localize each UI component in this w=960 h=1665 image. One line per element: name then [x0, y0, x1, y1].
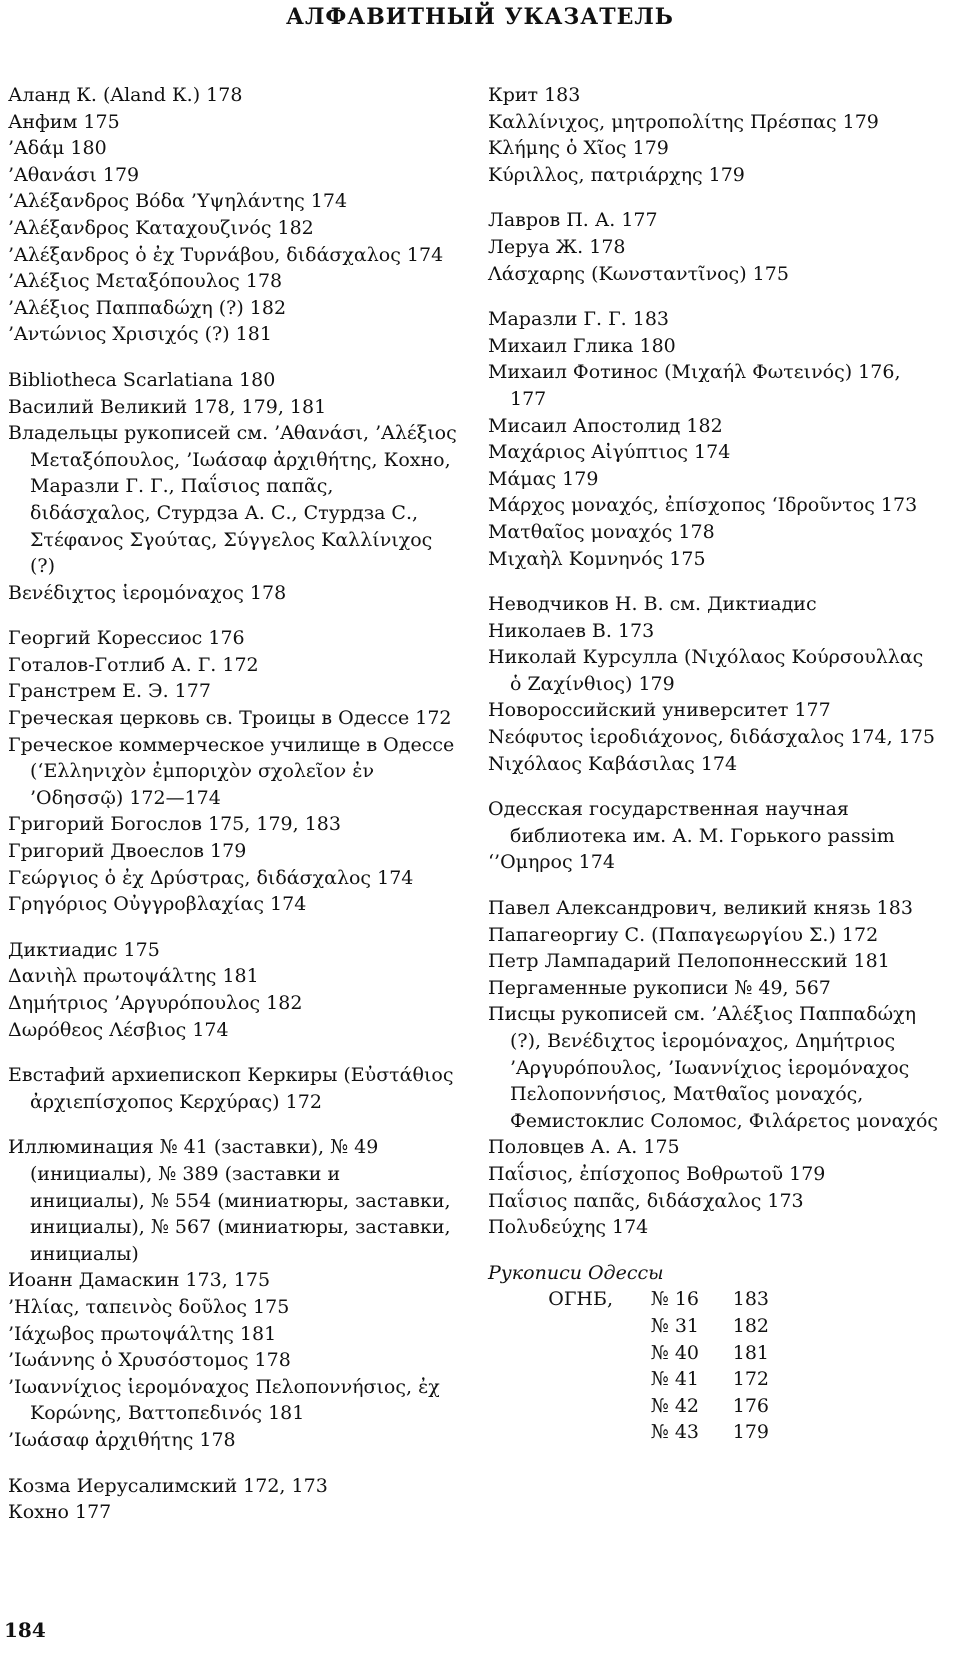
index-entry: Μάμας 179	[488, 467, 599, 490]
manuscript-number: № 40	[650, 1341, 699, 1364]
manuscript-number: № 41	[650, 1368, 699, 1391]
index-group	[8, 1134, 460, 1453]
index-entry: Маразли Г. Г. 183	[488, 308, 669, 331]
index-entry: Георгий Корессиос 176	[8, 627, 245, 650]
index-entry: Василий Великий 178, 179, 181	[8, 395, 327, 418]
index-entry: Крит 183	[488, 84, 581, 106]
index-entry: ’Ιωάννης ὁ Χρυσόστομος 178	[8, 1349, 291, 1372]
index-entry: Греческое коммерческое училище в Одессе (‘Ελληνιχὸν ἐμποριχὸν σχολεῖον ἐν ’Οδησσῷ) 172—174	[8, 733, 455, 809]
manuscripts-heading: Рукописи Одессы	[488, 1261, 664, 1284]
index-entry: Иллюминация № 41 (заставки), № 49 (инициалы), № 389 (заставки и инициалы), № 554 (миниатюры, заставки, инициалы), № 567 (миниатюры, заставки, инициалы)	[8, 1136, 451, 1265]
index-entry: Δανιὴλ πρωτοψάλτης 181	[8, 965, 259, 988]
manuscript-collection	[488, 1366, 613, 1393]
index-entry: Πολυδεύχης 174	[488, 1216, 649, 1239]
index-entry: Δημήτριος ’Αργυρόπουλος 182	[8, 992, 303, 1014]
index-group	[8, 367, 460, 606]
index-entry: Βενέδιχτος ἱερομόναχος 178	[8, 581, 287, 604]
index-entry: ’Αλέξιος Παππαδώχη (?) 182	[8, 296, 287, 319]
manuscript-number: № 16	[650, 1288, 699, 1311]
index-entry: ‘’Ομηρος 174	[488, 851, 615, 874]
index-entry: Ματθαῖος μοναχός 178	[488, 520, 715, 543]
index-entry: Μιχαὴλ Κομνηνός 175	[488, 547, 706, 570]
manuscript-row	[488, 1313, 940, 1340]
index-entry: Аланд К. (Aland К.) 178	[8, 84, 243, 106]
manuscript-collection	[488, 1313, 613, 1340]
index-entry: Гранстрем Е. Э. 177	[8, 680, 211, 703]
index-entry: ’Αλέξανδρος Καταχουζινός 182	[8, 216, 314, 239]
index-entry: ’Ιωαννίχιος ἱερομόναχος Πελοποννήσιος, ἐχ Κορώνης, Βαττοπεδινός 181	[8, 1375, 440, 1425]
index-entry: Γρηγόριος Οὐγγροβλαχίας 174	[8, 893, 307, 916]
index-group	[8, 937, 460, 1043]
index-entry: Михаил Глика 180	[488, 334, 676, 357]
index-entry: Δωρόθεος Λέσβιος 174	[8, 1018, 229, 1041]
index-entry: Владельцы рукописей см. ’Αθανάσι, ’Αλέξιος Μεταξόπουλος, ’Ιωάσαφ ἀρχιθήτης, Кохно, Маразли Г. Г., Παΐσιος παπᾶς, διδάσχαλος, Стурдза А. С., Стурдза С., Στέφανος Σγούτας, Σύγγελος Καλλίνιχος (?)	[8, 422, 457, 578]
index-entry: ’Ηλίας, ταπεινὸς δοῦλος 175	[8, 1295, 290, 1318]
manuscript-collection	[488, 1393, 613, 1420]
manuscript-row	[488, 1419, 940, 1446]
index-entry: Григорий Двоеслов 179	[8, 840, 247, 863]
manuscript-page: 182	[732, 1314, 769, 1337]
index-entry: Γεώργιος ὁ ἐχ Δρύστρας, διδάσχαλος 174	[8, 866, 414, 889]
index-entry: Лавров П. А. 177	[488, 209, 658, 232]
index-group	[8, 1473, 460, 1526]
index-entry: Писцы рукописей см. ’Αλέξιος Παππαδώχη (?), Βενέδιχτος ἱερομόναχος, Δημήτριος ’Αργυρόπουλος, ’Ιωαννίχιος ἱερομόναχος Πελοποννήσιος, Ματθαῖος μοναχός, Фемистоклис Соломос, Φιλάρετος μοναχός	[488, 1003, 939, 1132]
index-entry: Петр Лампадарий Пелопоннесский 181	[488, 950, 890, 973]
index-entry: Греческая церковь св. Троицы в Одессе 172	[8, 707, 452, 730]
index-entry: Павел Александрович, великий князь 183	[488, 897, 913, 920]
index-entry: ’Αλέξιος Μεταξόπουλος 178	[8, 270, 283, 293]
page-number: 184	[4, 1618, 46, 1642]
index-entry: Леруа Ж. 178	[488, 235, 626, 258]
index-group	[488, 895, 940, 1241]
index-entry: Николаев В. 173	[488, 619, 655, 642]
index-entry: Кохно 177	[8, 1501, 112, 1524]
manuscript-page: 176	[732, 1394, 769, 1417]
index-entry: Παΐσιος παπᾶς, διδάσχαλος 173	[488, 1189, 804, 1212]
index-right-column	[488, 82, 940, 1446]
manuscript-row	[488, 1393, 940, 1420]
manuscript-row	[488, 1340, 940, 1367]
index-entry: Мисаил Апостолид 182	[488, 414, 723, 437]
index-entry: Λάσχαρης (Κωνσταντῖνος) 175	[488, 262, 789, 285]
index-entry: Козма Иерусалимский 172, 173	[8, 1474, 328, 1497]
index-group	[488, 591, 940, 777]
index-entry: Готалов-Готлиб А. Г. 172	[8, 653, 259, 676]
manuscript-number: № 42	[650, 1394, 699, 1417]
index-entry: Неводчиков Н. В. см. Диктиадис	[488, 593, 817, 616]
index-entry: Κύριλλος, πατριάρχης 179	[488, 163, 745, 186]
index-entry: Пергаменные рукописи № 49, 567	[488, 976, 831, 999]
index-group	[488, 82, 940, 188]
index-entry: Μάρχος μοναχός, ἐπίσχοπος ‘Ιδροῦντος 173	[488, 494, 918, 517]
index-entry: Евстафий архиепископ Керкиры (Εὐστάθιος ἀρχιεπίσχοπος Κερχύρας) 172	[8, 1064, 454, 1113]
index-group	[8, 625, 460, 918]
manuscripts-table	[488, 1286, 940, 1446]
manuscript-number: № 31	[650, 1314, 699, 1337]
index-entry: Νιχόλαος Καβάσιλας 174	[488, 752, 738, 775]
index-entry: ’Αλέξανδρος Βόδα ’Υψηλάντης 174	[8, 190, 348, 213]
index-entry: Анфим 175	[8, 110, 120, 133]
manuscript-row	[488, 1286, 940, 1313]
index-entry: Половцев А. А. 175	[488, 1136, 680, 1159]
index-entry: Καλλίνιχος, μητροπολίτης Πρέσπας 179	[488, 110, 879, 133]
manuscript-number: № 43	[650, 1421, 699, 1444]
index-group	[8, 1062, 460, 1115]
index-left-column	[8, 82, 460, 1545]
index-group	[488, 796, 940, 876]
manuscript-page: 179	[732, 1421, 769, 1444]
index-entry: Μαχάριος Αἰγύπτιος 174	[488, 441, 731, 464]
index-entry: ’Ιωάσαφ ἀρχιθήτης 178	[8, 1428, 236, 1451]
index-group	[8, 82, 460, 348]
index-entry: Иоанн Дамаскин 173, 175	[8, 1269, 271, 1292]
manuscript-page: 172	[732, 1368, 769, 1391]
index-entry: Григорий Богослов 175, 179, 183	[8, 813, 341, 836]
right-entry-groups	[488, 82, 940, 1241]
manuscript-collection	[488, 1419, 613, 1446]
index-entry: ’Αντώνιος Χρισιχός (?) 181	[8, 323, 272, 346]
manuscript-collection: ОГНБ,	[548, 1288, 613, 1311]
index-entry: ’Αδάμ 180	[8, 137, 107, 160]
manuscript-row	[488, 1366, 940, 1393]
index-entry: Одесская государственная научная библиотека им. А. М. Горького passim	[488, 798, 895, 847]
manuscript-page: 183	[732, 1288, 769, 1311]
index-entry: ’Ιάχωβος πρωτοψάλτης 181	[8, 1322, 277, 1345]
index-entry: ’Αλέξανδρος ὁ ἐχ Τυρνάβου, διδάσχαλος 174	[8, 243, 444, 266]
index-entry: Νεόφυτος ἱεροδιάχονος, διδάσχαλος 174, 175	[488, 726, 935, 749]
index-entry: ’Αθανάσι 179	[8, 163, 140, 186]
index-group	[488, 207, 940, 287]
index-entry: Bibliotheca Scarlatiana 180	[8, 368, 276, 391]
index-entry: Папагеоргиу С. (Παπαγεωργίου Σ.) 172	[488, 923, 879, 946]
manuscript-collection	[488, 1340, 613, 1367]
index-entry: Михаил Фотинос (Μιχαήλ Φωτεινός) 176, 177	[488, 361, 901, 410]
index-entry: Диктиадис 175	[8, 938, 160, 961]
index-entry: Новороссийский университет 177	[488, 699, 831, 722]
index-entry: Κλήμης ὁ Χῖος 179	[488, 137, 669, 160]
index-entry: Николай Курсулла (Νιχόλαος Κούρσουλλας ὁ Ζαχίνθιος) 179	[488, 646, 924, 695]
page-title: АЛФАВИТНЫЙ УКАЗАТЕЛЬ	[286, 4, 674, 30]
manuscript-page: 181	[732, 1341, 769, 1364]
index-entry: Παΐσιος, ἐπίσχοπος Βοθρωτοῦ 179	[488, 1162, 826, 1185]
index-group	[488, 306, 940, 572]
